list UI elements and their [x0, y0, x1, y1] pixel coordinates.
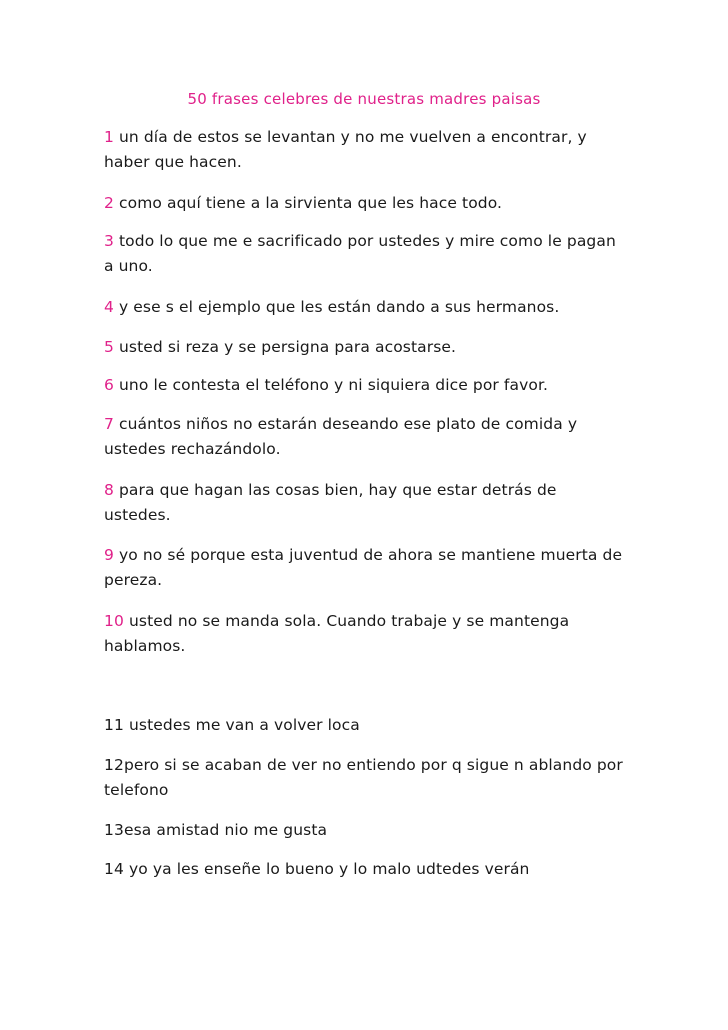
- list-item: [104, 753, 624, 803]
- document-title: 50 frases celebres de nuestras madres paisas: [187, 90, 541, 108]
- item-number: 6: [104, 376, 114, 394]
- item-number: 9: [104, 546, 114, 564]
- list-item: [104, 125, 624, 175]
- list-item: [104, 609, 624, 659]
- list-item: [104, 478, 624, 528]
- list-item: [104, 229, 624, 279]
- list-item: [104, 857, 624, 882]
- item-number: 11: [104, 716, 124, 734]
- list-item: [104, 335, 624, 360]
- list-item: [104, 373, 624, 398]
- item-text: pero si se acaban de ver no entiendo por q sigue n ablando por telefono: [104, 756, 623, 799]
- item-number: 1: [104, 128, 114, 146]
- list-item: [104, 191, 624, 216]
- item-text: todo lo que me e sacrificado por ustedes y mire como le pagan a uno.: [104, 232, 616, 275]
- item-number: 10: [104, 612, 124, 630]
- item-text: esa amistad nio me gusta: [123, 821, 328, 839]
- item-number: 8: [104, 481, 114, 499]
- item-number: 13: [104, 821, 124, 839]
- list-item: [104, 412, 624, 462]
- list-item: [104, 713, 624, 738]
- item-text: y ese s el ejemplo que les están dando a sus hermanos.: [113, 298, 560, 316]
- item-number: 2: [104, 194, 114, 212]
- item-text: ustedes me van a volver loca: [123, 716, 360, 734]
- item-text: cuántos niños no estarán deseando ese plato de comida y ustedes rechazándolo.: [104, 415, 578, 458]
- item-number: 7: [104, 415, 114, 433]
- item-text: como aquí tiene a la sirvienta que les hace todo.: [113, 194, 503, 212]
- item-text: usted si reza y se persigna para acostarse.: [113, 338, 457, 356]
- item-number: 14: [104, 860, 124, 878]
- item-number: 4: [104, 298, 114, 316]
- item-text: yo ya les enseñe lo bueno y lo malo udtedes verán: [123, 860, 530, 878]
- item-text: usted no se manda sola. Cuando trabaje y se mantenga hablamos.: [104, 612, 570, 655]
- list-item: [104, 295, 624, 320]
- item-text: para que hagan las cosas bien, hay que estar detrás de ustedes.: [104, 481, 557, 524]
- item-text: yo no sé porque esta juventud de ahora se mantiene muerta de pereza.: [104, 546, 623, 589]
- item-text: uno le contesta el teléfono y ni siquiera dice por favor.: [113, 376, 549, 394]
- item-text: un día de estos se levantan y no me vuelven a encontrar, y haber que hacen.: [104, 128, 587, 171]
- list-item: [104, 818, 624, 843]
- item-number: 12: [104, 756, 124, 774]
- list-item: [104, 543, 624, 593]
- item-number: 3: [104, 232, 114, 250]
- item-number: 5: [104, 338, 114, 356]
